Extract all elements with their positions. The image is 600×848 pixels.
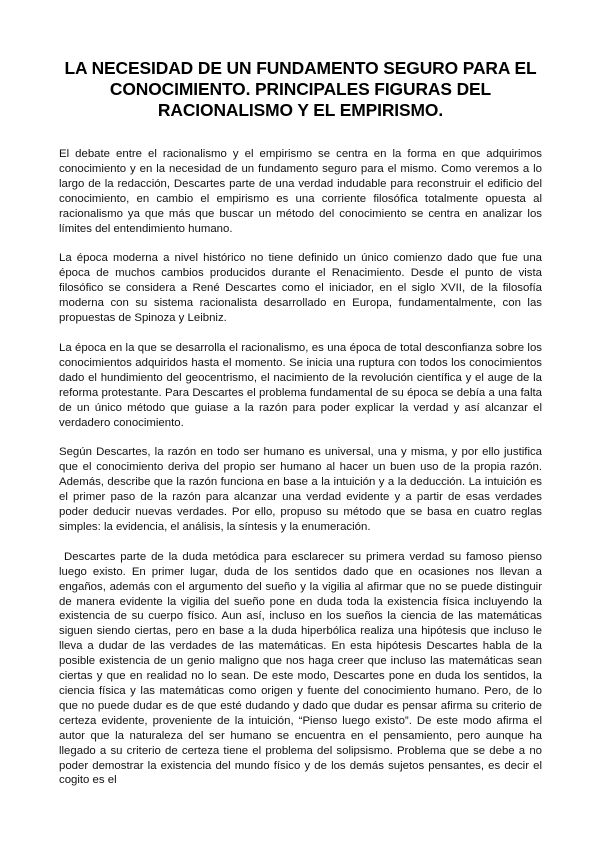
paragraph-intro: El debate entre el racionalismo y el empirismo se centra en la forma en que adquirimos conocimiento y en la necesidad de un fundamento seguro para el mismo. Como veremos a lo largo de la redacción, Descartes parte de una verdad indudable para reconstruir el edificio del conocimiento, en cambio el empirismo es una corriente filosófica totalmente opuesta al racionalismo ya que más que buscar un método del conocimiento se centra en analizar los límites del entendimiento humano. — [59, 148, 542, 235]
paragraph-rationalism-context: La época en la que se desarrolla el racionalismo, es una época de total desconfianza sobre los conocimientos adquiridos hasta el momento. Se inicia una ruptura con todos los conocimientos dado el hundimiento del geocentrismo, el nacimiento de la revolución científica y el auge de la reforma protestante. Para Descartes el problema fundamental de su época se debía a una falta de un único método que guiase a la razón para poder explicar la verdad y así alcanzar el verdadero conocimiento. — [59, 341, 542, 429]
paragraph-methodic-doubt: Descartes parte de la duda metódica para esclarecer su primera verdad su famoso pienso luego existo. En primer lugar, duda de los sentidos dado que en ocasiones nos llevan a engaños, además con el argumento del sueño y la vigilia al afirmar que no se puede distinguir de manera evidente la vigilia del sueño pone en duda toda la existencia física incluyendo la existencia de su cuerpo físico. Aun así, incluso en los sueños la ciencia de las matemáticas siguen siendo ciertas, pero en base a la duda hiperbólica realiza una hipótesis que incluso le lleva a dudar de las verdades de las matemáticas. En esta hipótesis Descartes habla de la posible existencia de un genio maligno que nos haga creer que incluso las matemáticas sean ciertas y que en realidad no lo sean. De este modo, Descartes pone en duda los sentidos, la ciencia física y las matemáticas como origen y fuente del conocimiento humano. Pero, de lo que no puede dudar es de que esté dudando y dado que dudar es pensar afirma su criterio de certeza evidente, proveniente de la intuición, “Pienso luego existo”. De este modo afirma el autor que la naturaleza del ser humano se encuentra en el pensamiento, pero aunque ha llegado a su criterio de certeza tiene el problema del solipsismo. Problema que se debe a no poder demostrar la existencia del mundo físico y de los demás sujetos pensantes, es decir el cogito es el — [59, 550, 542, 787]
document-page — [59, 58, 542, 803]
paragraph-modern-era: La época moderna a nivel histórico no tiene definido un único comienzo dado que fue una época de muchos cambios producidos durante el Renacimiento. Desde el punto de vista filosófico se considera a René Descartes como el iniciador, en el siglo XVII, de la filosofía moderna con su sistema racionalista desarrollado en Europa, fundamentalmente, con las propuestas de Spinoza y Leibniz. — [59, 252, 542, 325]
document-title: LA NECESIDAD DE UN FUNDAMENTO SEGURO PARA EL CONOCIMIENTO. PRINCIPALES FIGURAS DEL RACIONALISMO Y EL EMPIRISMO. — [64, 58, 537, 120]
paragraph-descartes-reason: Según Descartes, la razón en todo ser humano es universal, una y misma, y por ello justifica que el conocimiento deriva del propio ser humano al hacer un buen uso de la propia razón. Además, describe que la razón funciona en base a la intuición y a la deducción. La intuición es el primer paso de la razón para alcanzar una verdad evidente y a partir de esas verdades poder deducir nuevas verdades. Por ello, propuso su método que se basa en cuatro reglas simples: la evidencia, el análisis, la síntesis y la enumeración. — [59, 446, 542, 533]
